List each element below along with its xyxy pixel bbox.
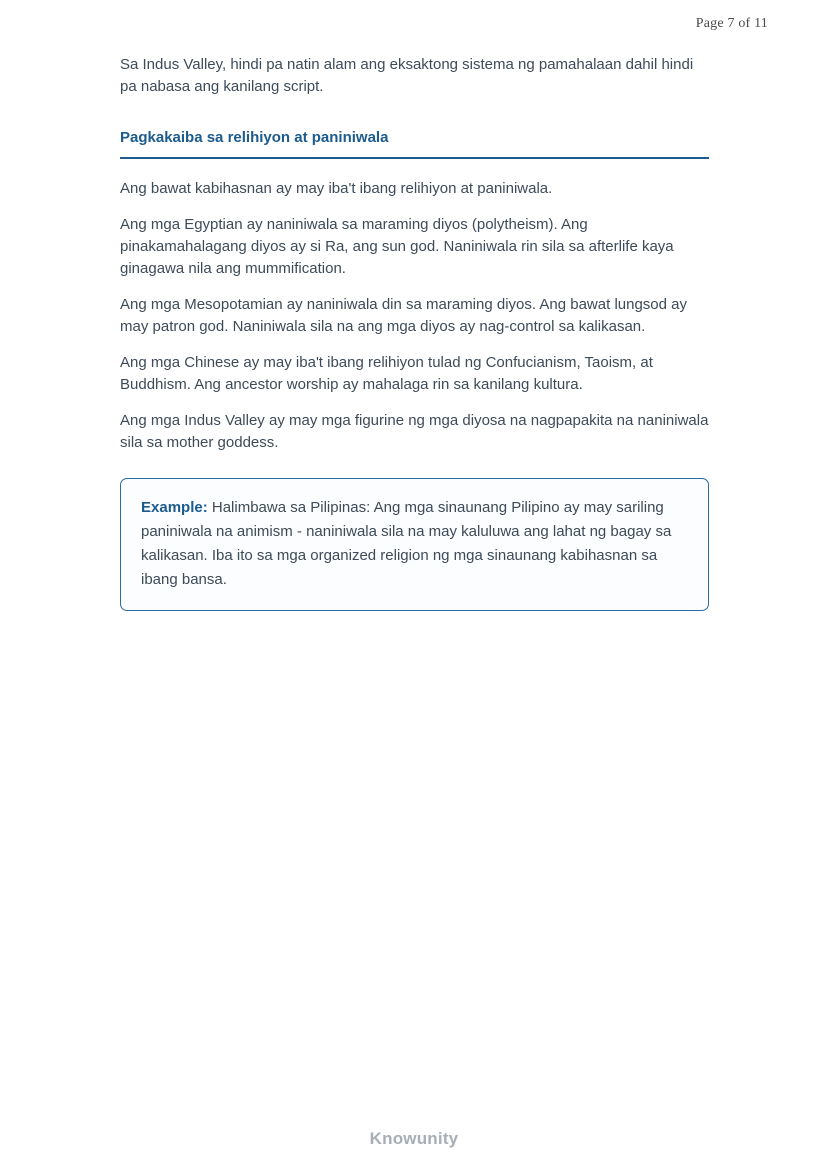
body-paragraph: Ang mga Mesopotamian ay naniniwala din sa maraming diyos. Ang bawat lungsod ay may patron god. Naniniwala sila na ang mga diyos ay nag-control sa kalikasan. <box>120 296 687 335</box>
intro-paragraph: Sa Indus Valley, hindi pa natin alam ang eksaktong sistema ng pamahalaan dahil hindi pa nabasa ang kanilang script. <box>120 56 694 95</box>
document-content <box>120 54 709 611</box>
page-number: Page 7 of 11 <box>695 16 768 31</box>
body-paragraph: Ang mga Chinese ay may iba't ibang relihiyon tulad ng Confucianism, Taoism, at Buddhism. Ang ancestor worship ay mahalaga rin sa kanilang kultura. <box>120 354 653 393</box>
example-paragraph <box>141 496 688 592</box>
section-heading: Pagkakaiba sa relihiyon at paniniwala <box>120 129 389 146</box>
body-paragraph: Ang mga Indus Valley ay may mga figurine ng mga diyosa na nagpapakita na naniniwala sila sa mother goddess. <box>120 412 709 451</box>
example-text: Halimbawa sa Pilipinas: Ang mga sinaunang Pilipino ay may sariling paniniwala na animism - naniniwala sila na may kaluluwa ang lahat ng bagay sa kalikasan. Iba ito sa mga organized religion ng mga sinaunang kabihasnan sa ibang bansa. <box>141 499 672 588</box>
example-callout-box <box>120 478 709 611</box>
body-paragraph: Ang bawat kabihasnan ay may iba't ibang relihiyon at paniniwala. <box>120 180 553 197</box>
example-label: Example: <box>141 499 208 516</box>
heading-divider <box>120 157 709 159</box>
footer-brand-logo: Knowunity <box>369 1129 459 1148</box>
body-paragraph: Ang mga Egyptian ay naniniwala sa maraming diyos (polytheism). Ang pinakamahalagang diyos ay si Ra, ang sun god. Naniniwala rin sila sa afterlife kaya ginagawa nila ang mummification. <box>120 216 674 277</box>
